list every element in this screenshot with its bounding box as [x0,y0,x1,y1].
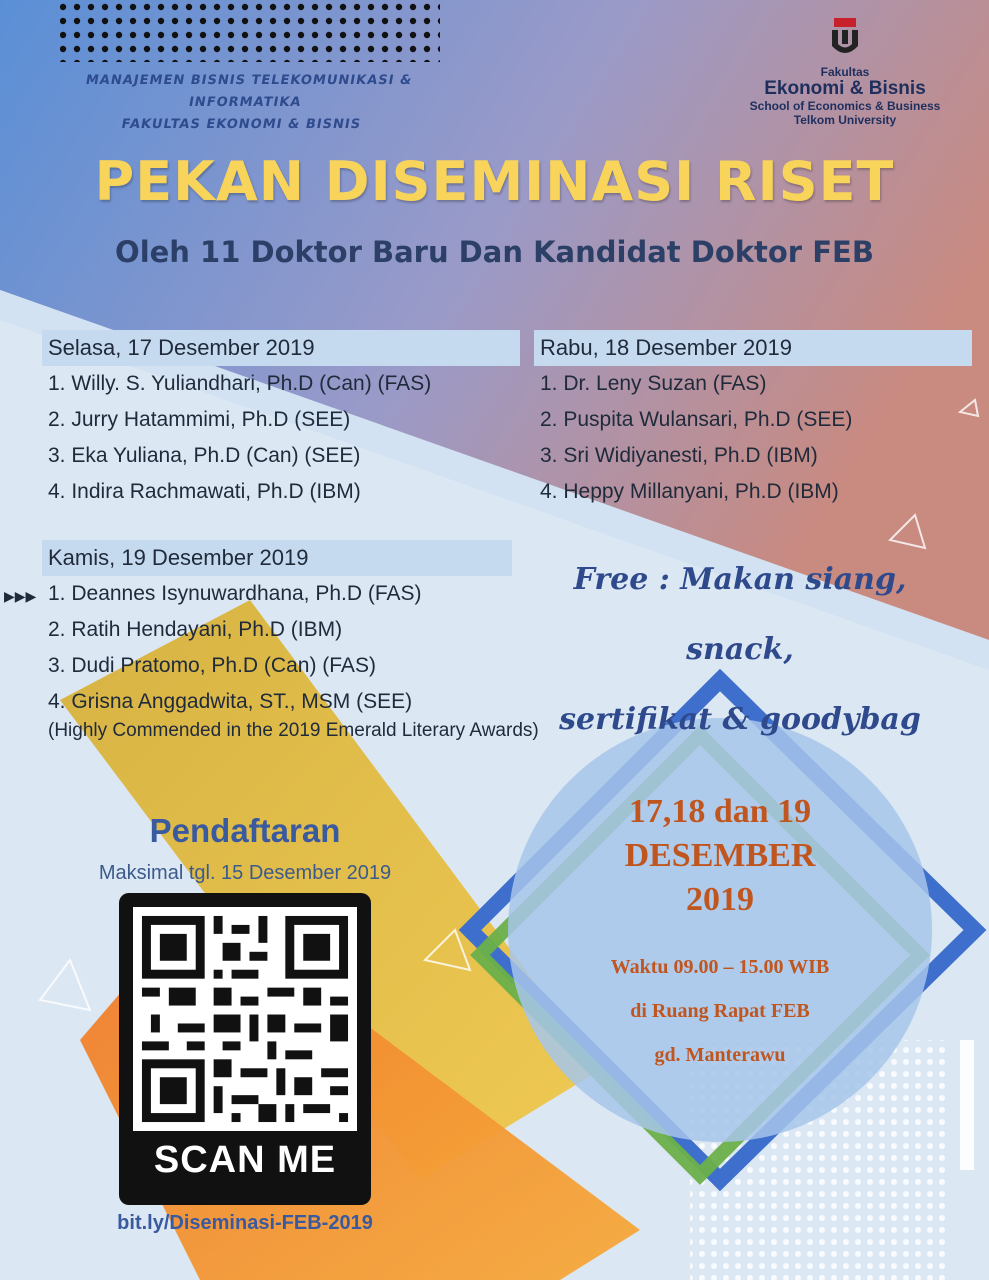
registration-title: Pendaftaran [149,812,341,849]
page-title: PEKAN DISEMINASI RISET [94,150,895,213]
qr-pattern-icon [133,907,357,1131]
department-header [29,70,461,136]
schedule-day-3 [42,540,539,742]
registration-deadline: Maksimal tgl. 15 Desember 2019 [98,862,392,884]
event-place: di Ruang Rapat FEB [630,1000,810,1022]
speaker-item: 2. Ratih Hendayani, Ph.D (IBM) [48,618,343,641]
award-note: (Highly Commended in the 2019 Emerald Literary Awards) [48,720,539,741]
registration-link[interactable]: bit.ly/Diseminasi-FEB-2019 [117,1212,373,1234]
schedule-day-2 [534,330,972,510]
day-heading: Rabu, 18 Desember 2019 [534,330,972,366]
event-year: 2019 [686,881,754,918]
free-line-1: Free : Makan siang, snack, [573,562,907,667]
telkom-university-logo-icon [828,18,862,58]
qr-code-card[interactable] [119,893,371,1205]
logo-university-name: Telkom University [793,113,897,127]
free-benefits [520,545,960,755]
event-time: Waktu 09.00 – 15.00 WIB [610,956,830,978]
event-building: gd. Manterawu [654,1044,786,1066]
schedule-day-1 [42,330,520,510]
logo-school-name: School of Economics & Business [749,99,941,113]
speaker-list [534,366,972,510]
faculty-logo [735,18,955,127]
event-days: 17,18 dan 19 [628,793,812,830]
speaker-item: 4. Grisna Anggadwita, ST., MSM (SEE) [48,690,413,713]
speaker-item: 1. Deannes Isynuwardhana, Ph.D (FAS) [48,582,422,605]
speaker-item: 3. Sri Widiyanesti, Ph.D (IBM) [540,444,818,467]
event-details [560,945,880,1077]
speaker-item: 3. Eka Yuliana, Ph.D (Can) (SEE) [48,444,361,467]
logo-faculty-name: Ekonomi & Bisnis [764,78,926,99]
free-line-2: sertifikat & goodybag [559,702,921,737]
department-line-2: FAKULTAS EKONOMI & BISNIS [120,117,363,132]
speaker-item: 1. Willy. S. Yuliandhari, Ph.D (Can) (FAS) [48,372,432,395]
day-heading: Selasa, 17 Desember 2019 [42,330,520,366]
speaker-item: 3. Dudi Pratomo, Ph.D (Can) (FAS) [48,654,376,677]
day-heading: Kamis, 19 Desember 2019 [42,540,512,576]
event-month: DESEMBER [624,837,816,874]
speaker-item: 1. Dr. Leny Suzan (FAS) [540,372,767,395]
speaker-item: 4. Heppy Millanyani, Ph.D (IBM) [540,480,839,503]
logo-label: Fakultas [820,65,870,79]
speaker-item: 2. Puspita Wulansari, Ph.D (SEE) [540,408,853,431]
scan-me-label: SCAN ME [153,1139,337,1181]
speaker-item: 2. Jurry Hatammimi, Ph.D (SEE) [48,408,351,431]
event-dates [560,790,880,922]
triple-arrow-icon: ▶▶▶ [4,588,37,604]
qr-code-icon[interactable] [133,907,357,1131]
speaker-item: 4. Indira Rachmawati, Ph.D (IBM) [48,480,361,503]
department-line-1: MANAJEMEN BISNIS TELEKOMUNIKASI & INFORMATIKA [84,73,414,110]
speaker-list [42,366,520,510]
page-subtitle: Oleh 11 Doktor Baru Dan Kandidat Doktor FEB [115,235,874,269]
